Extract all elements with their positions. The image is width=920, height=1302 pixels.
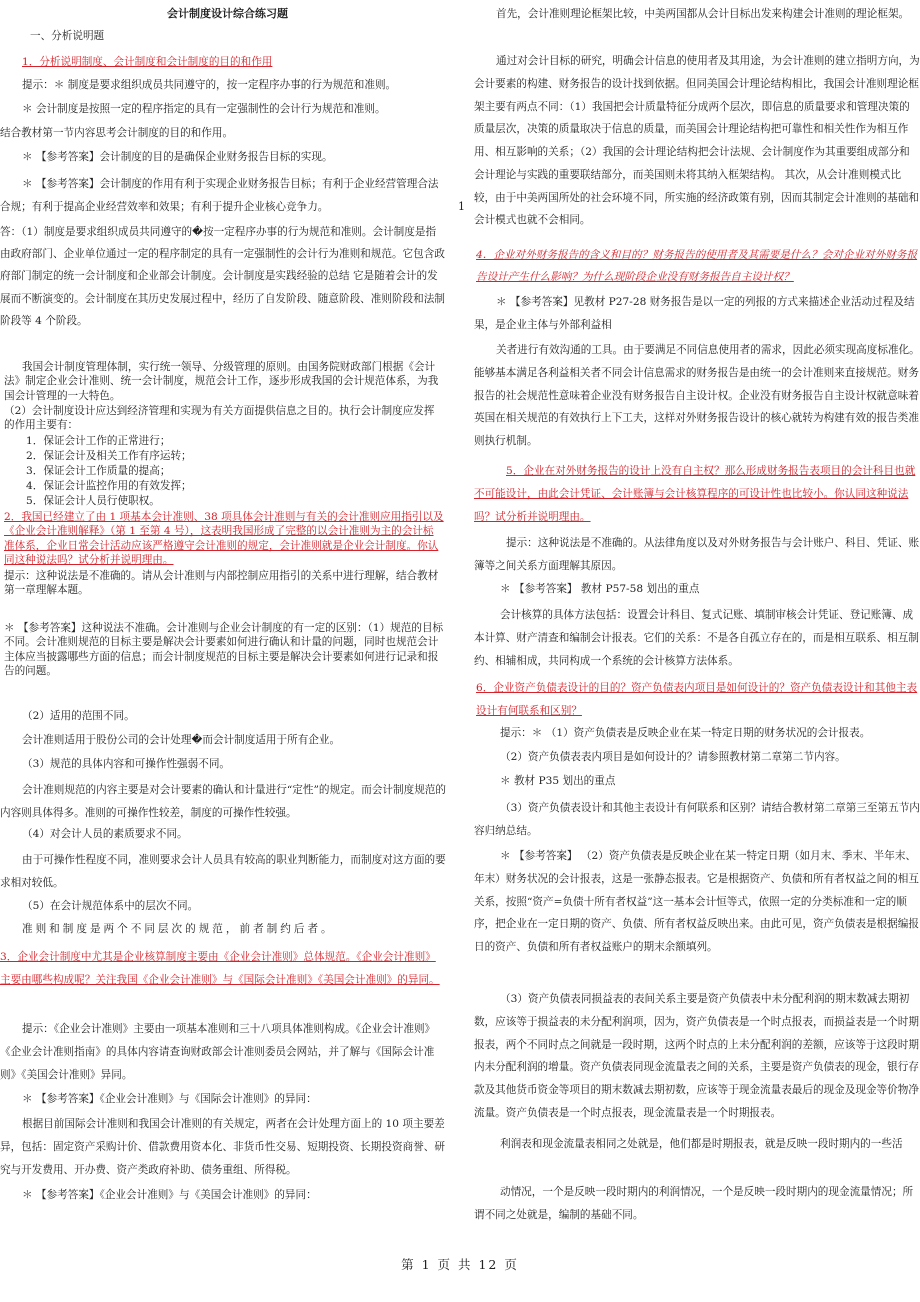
paragraph: （4）对会计人员的素质要求不同。	[22, 828, 188, 840]
paragraph: 会计准则规范的内容主要是对会计要素的确认和计量进行“定性”的规定。而会计制度规范的内容则具体得多。准则的可操作性较差，制度的可操作性较强。	[0, 784, 446, 819]
list-item: 5．保证会计人员行使职权。	[26, 495, 160, 507]
paragraph: 结合教材第一节内容思考会计制度的目的和作用。	[0, 127, 234, 139]
paragraph: （2）会计制度设计应达到经济管理和实现为有关方面提供信息之目的。执行会计制度应发挥的作用主要有：	[4, 405, 435, 432]
document-title: 会计制度设计综合练习题	[167, 7, 288, 20]
list-item: 2．保证会计及相关工作有序运转；	[26, 450, 192, 462]
paragraph: ＊ 教材 P35 划出的重点	[500, 775, 616, 787]
answer: ＊ 【参考答案】《企业会计准则》与《美国会计准则》的异同：	[22, 1189, 317, 1201]
hint-6: 提示：＊ （1）资产负债表是反映企业在某一特定日期的财务状况的会计报表。	[500, 727, 871, 739]
hint-1: 提示：＊ 制度是要求组织成员共同遵守的，按一定程序办事的行为规范和准则。	[22, 79, 397, 91]
paragraph: （2）资产负债表表内项目是如何设计的？请参照教材第二章第二节内容。	[500, 751, 846, 763]
paragraph: 关者进行有效沟通的工具。由于要满足不同信息使用者的需求，因此必须实现高度标准化。能够基本满足各利益相关者不同会计信息需求的财务报告是由统一的会计准则来直接规范。财务报告的社会规范性意味着企业没有财务报告自主设计权。企业没有财务报告自主设计权就意味着英国在相关规范的有效执行上下工夫，这样对外财务报告设计的核心就转为构建有效的报告类准则执行机制。	[474, 344, 920, 448]
page-marker: 1	[458, 200, 465, 213]
answer: ＊ 【参考答案】会计制度的目的是确保企业财务报告目标的实现。	[22, 151, 333, 163]
list-item: 1．保证会计工作的正常进行；	[26, 435, 171, 447]
answer-2: ＊ 【参考答案】这种说法不准确。会计准则与企业会计制度的有一定的区别：（1）规范的目标不同。会计准则规范的目标主要是解决会计要素如何进行确认和计量的问题，同时也规范会计主体应当披露哪些方面的信息；而会计制度规范的目标主要是解决会计要素如何进行记录和报告的问题。	[4, 622, 444, 678]
paragraph: （3）规范的具体内容和可操作性强弱不同。	[22, 758, 231, 770]
list-item: 3．保证会计工作质量的提高；	[26, 465, 171, 477]
paragraph: 由于可操作性程度不同，准则要求会计人员具有较高的职业判断能力，而制度对这方面的要求相对较低。	[0, 854, 446, 889]
list-item: 4．保证会计监控作用的有效发挥；	[26, 480, 192, 492]
question-4: 4．企业对外财务报告的含义和目的？财务报告的使用者及其需要是什么？会对企业对外财务报告设计产生什么影响？为什么现阶段企业没有财务报告自主设计权？	[476, 249, 918, 284]
hint-5: 提示：这种说法是不准确的。从法律角度以及对外财务报告与会计账户、科目、凭证、账簿等之间关系方面理解其原因。	[474, 537, 920, 572]
paragraph: （3）资产负债表同损益表的表间关系主要是资产负债表中未分配利润的期末数减去期初数，应该等于损益表的未分配利润项，因为，资产负债表是一个时点报表，而损益表是一个时期报表，两个不同时点之间就是一段时期，这两个时点的上未分配利润的差额，应该等于这段时期内未分配利润的增量。资产负债表同现金流量表之间的关系，主要是资产负债表的现金，银行存款及其他货币资金等项目的期末数减去期初数，应该等于现金流量表最后的现金及现金等价物净流量。资产负债表是一个时点报表，现金流量表是一个时期报表。	[474, 993, 919, 1119]
paragraph: ＊ 会计制度是按照一定的程序指定的具有一定强制性的会计行为规范和准则。	[22, 103, 386, 115]
paragraph: 通过对会计目标的研究，明确会计信息的使用者及其用途，为会计准则的建立指明方向，为会计要素的构建、财务报告的设计找到依据。但同美国会计理论结构相比，我国会计准则理论框架主要有两点不同：（1）我国把会计质量特征分成两个层次，即信息的质量要求和管理决策的质量层次，决策的质量取决于信息的质量，而美国会计理论结构把可靠性和相关性作为相互作用、相互影响的关系；（2）我国的会计理论结构把会计法规、会计制度作为其重要组成部分和会计理论与实践的重要联结部分，而美国则未将其纳入框架结构。 其次，从会计准则模式比较，由于中美两国所处的社会环境不同，所实施的经济政策有别，因而其制定会计准则的基础和会计模式也就不会相同。	[474, 55, 920, 227]
question-3: 3．企业会计制度中尤其是企业核算制度主要由《企业会计准则》总体规范。《企业会计准则》主要由哪些构成呢？关注我国《企业会计准则》与《国际会计准则》《美国会计准则》的异同。	[0, 951, 440, 986]
paragraph: 首先，会计准则理论框架比较，中美两国都从会计目标出发来构建会计准则的理论框架。	[496, 8, 910, 20]
paragraph: 准则和制度是两个不同层次的规范，前者制约后者。	[22, 923, 335, 935]
paragraph: （3）资产负债表设计和其他主表设计有何联系和区别？请结合教材第二章第三至第五节内容归纳总结。	[474, 802, 920, 837]
paragraph: （5）在会计规范体系中的层次不同。	[22, 900, 199, 912]
paragraph: 我国会计制度管理体制，实行统一领导、分级管理的原则。由国务院财政部门根据《会计法》制定企业会计准则、统一会计制度，规范会计工作，逐步形成我国的会计规范体系，为我国会计管理的一大特色。	[4, 361, 439, 402]
answer-6: ＊ 【参考答案】 （2）资产负债表是反映企业在某一特定日期（如月末、季末、半年末、年末）财务状况的会计报表，这是一张静态报表。它是根据资产、负债和所有者权益之间的相互关系，按照“资产=负债十所有者权益”这一基本会计恒等式，依照一定的分类标准和一定的顺序，把企业在一定日期的资产、负债、所有者权益反映出来。由此可见，资产负债表是根据编报日的资产、负债和所有者权益账户的期末余额填列。	[474, 850, 919, 954]
answer: 答：（1）制度是要求组织成员共同遵守的�按一定程序办事的行为规范和准则。会计制度是指由政府部门、企业单位通过一定的程序制定的具有一定强制性的会计行为准则和规范。它包含政府部门制定的统一会计制度和企业部会计制度。会计制度是实践经验的总结 它是随着会计的发展而不断演变的。会计制度在其历史发展过程中，经历了自发阶段、随意阶段、准则阶段和法制阶段等 4 个阶段。	[0, 226, 445, 327]
hint-3: 提示：《企业会计准则》主要由一项基本准则和三十八项具体准则构成。《企业会计准则》《企业会计准则指南》的具体内容请查询财政部会计准则委员会网站，并了解与《国际会计准则》《美国会计准则》异同。	[0, 1023, 436, 1081]
answer-5: ＊ 【参考答案】 教材 P57-58 划出的重点	[500, 583, 700, 595]
answer-3: ＊ 【参考答案】《企业会计准则》与《国际会计准则》的异同：	[22, 1093, 317, 1105]
question-5: 5．企业在对外财务报告的设计上没有自主权？那么形成财务报告表项目的会计科目也就不可能设计，由此会计凭证、会计账簿与会计核算程序的可设计性也比较小。你认同这种说法吗？试分析并说明理由。	[474, 465, 916, 523]
paragraph: 利润表和现金流量表相同之处就是，他们都是时期报表，就是反映一段时期内的一些活	[500, 1138, 903, 1150]
page-footer: 第 1 页 共 12 页	[401, 1257, 519, 1272]
paragraph: 会计准则适用于股份公司的会计处理�而会计制度适用于所有企业。	[22, 734, 341, 746]
hint-2: 提示：这种说法是不准确的。请从会计准则与内部控制应用指引的关系中进行理解，结合教材第一章理解本题。	[4, 570, 439, 597]
paragraph: 动情况，一个是反映一段时期内的利润情况，一个是反映一段时期内的现金流量情况；所谓不同之处就是，编制的基础不同。	[474, 1186, 914, 1221]
question-2: 2．我国已经建立了由 1 项基本会计准则、38 项具体会计准则与有关的会计准则应用指引以及《企业会计准则解释》（第 1 至第 4 号），这表明我国形成了完整的以会计准则为主的会计标准体系，企业日常会计活动应该严格遵守会计准则的规定，会计准则就是企业会计制度。你认同这种说法吗？试分析并说明理由。	[4, 511, 444, 567]
section-heading: 一、分析说明题	[30, 30, 105, 42]
question-1: 1．分析说明制度、会计制度和会计制度的目的和作用	[22, 56, 273, 68]
paragraph: 会计核算的具体方法包括：设置会计科目、复式记账、填制审核会计凭证、登记账簿、成本计算、财产清查和编制会计报表。它们的关系：不是各自孤立存在的，而是相互联系、相互制约、相辅相成，共同构成一个系统的会计核算方法体系。	[474, 609, 919, 667]
paragraph: 根据目前国际会计准则和我国会计准则的有关规定，两者在会计处理方面上的 10 项主要差异，包括：固定资产采购计价、借款费用资本化、非货币性交易、短期投资、长期投资商誉、研究与开发费用、开办费、资产类政府补助、债务重组、所得税。	[0, 1118, 445, 1176]
answer-4: ＊ 【参考答案】见教材 P27-28 财务报告是以一定的列报的方式来描述企业活动过程及结果，是企业主体与外部利益相	[474, 296, 915, 331]
answer: ＊ 【参考答案】会计制度的作用有利于实现企业财务报告目标；有利于企业经营管理合法合规；有利于提高企业经营效率和效果；有利于提升企业核心竞争力。	[0, 178, 439, 213]
paragraph: （2）适用的范围不同。	[22, 710, 135, 722]
question-6: 6．企业资产负债表设计的目的？资产负债表内项目是如何设计的？资产负债表设计和其他主表设计有何联系和区别？	[476, 682, 918, 717]
